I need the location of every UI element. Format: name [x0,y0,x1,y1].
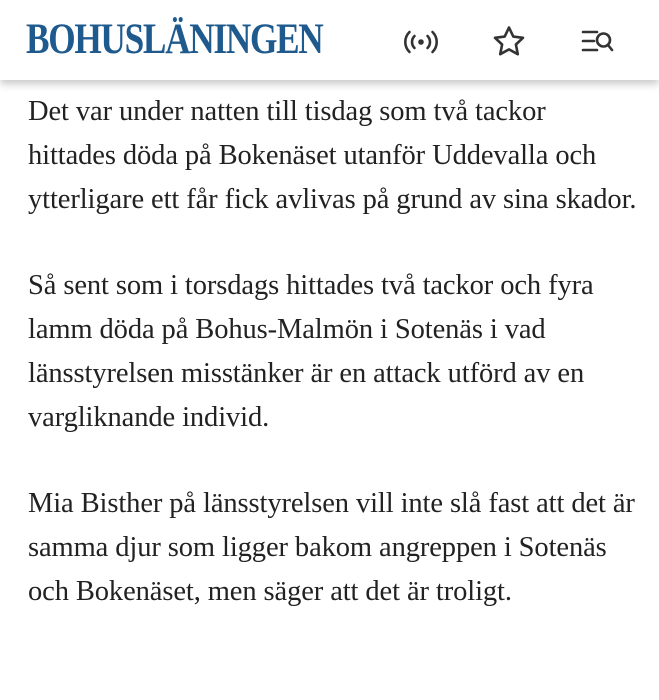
site-logo[interactable]: BOHUSLÄNINGEN [26,16,323,63]
article-body [28,90,638,656]
article-paragraph: Mia Bisther på länsstyrelsen vill inte slå fast att det är samma djur som ligger bakom angreppen i Sotenäs och Bokenäset, men säger att det är troligt. [28,488,635,607]
star-icon[interactable] [489,22,529,62]
radio-broadcast-icon[interactable] [401,22,441,62]
article-paragraph: Så sent som i torsdags hittades två tackor och fyra lamm döda på Bohus-Malmön i Sotenäs i vad länsstyrelsen misstänker är en attack utförd av en vargliknande individ. [28,270,594,433]
menu-search-icon[interactable] [577,22,617,62]
article-paragraph: Det var under natten till tisdag som två tackor hittades döda på Bokenäset utanför Uddevalla och ytterligare ett får fick avlivas på grund av sina skador. [28,96,637,215]
top-header [0,0,659,80]
